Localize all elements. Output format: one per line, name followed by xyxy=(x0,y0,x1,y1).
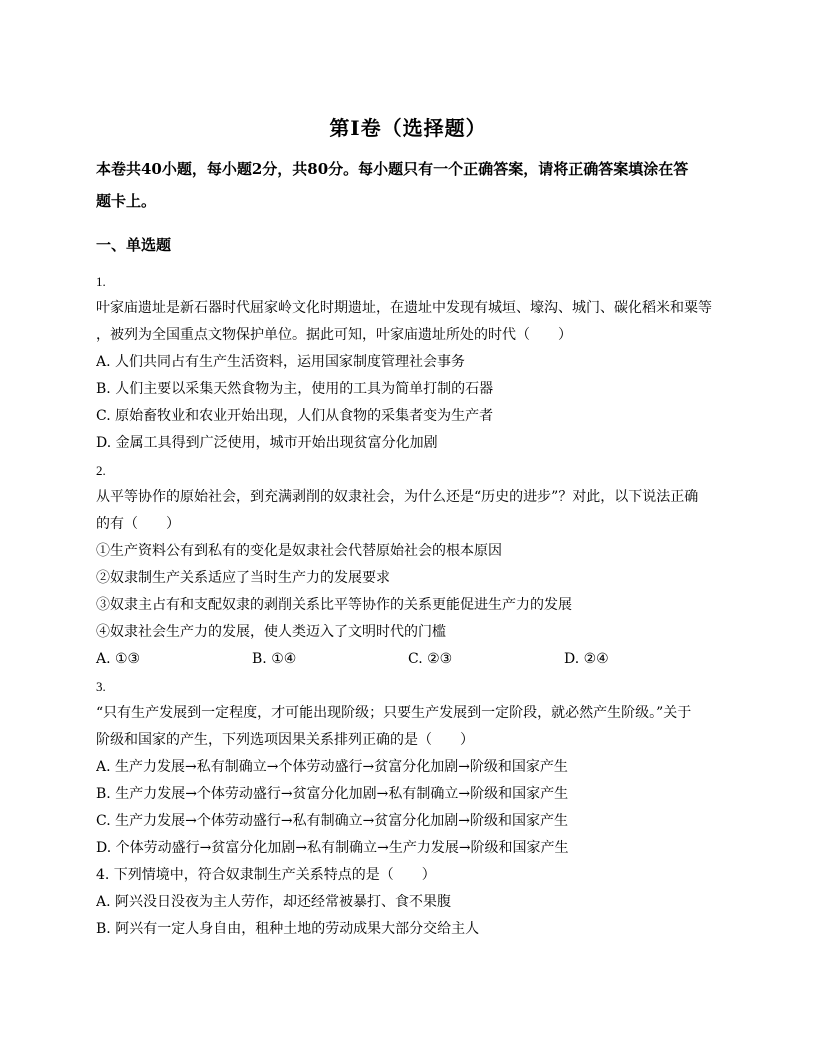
answer-option-d: D. 个体劳动盛行→贫富分化加剧→私有制确立→生产力发展→阶级和国家产生 xyxy=(96,840,569,856)
section-heading: 一、单选题 xyxy=(96,236,172,254)
answer-option-d: D. ②④ xyxy=(564,651,609,667)
question-number: 1. xyxy=(96,274,106,289)
question-1 xyxy=(96,268,720,457)
question-4 xyxy=(96,862,720,943)
answer-option-b: B. 人们主要以采集天然食物为主，使用的工具为简单打制的石器 xyxy=(96,381,494,397)
question-stem-line: 4. 下列情境中，符合奴隶制生产关系特点的是（ ） xyxy=(96,867,436,883)
question-3 xyxy=(96,673,720,862)
answer-option-a: A. ①③ xyxy=(96,651,141,667)
statement-1: ①生产资料公有到私有的变化是奴隶社会代替原始社会的根本原因 xyxy=(96,543,502,559)
question-number: 3. xyxy=(96,679,106,694)
answer-option-a: A. 生产力发展→私有制确立→个体劳动盛行→贫富分化加剧→阶级和国家产生 xyxy=(96,759,568,775)
instructions-line: 本卷共40小题，每小题2分，共80分。每小题只有一个正确答案，请将正确答案填涂在答 xyxy=(96,160,689,178)
exam-instructions xyxy=(96,153,720,217)
answer-option-b: B. 阿兴有一定人身自由，租种土地的劳动成果大部分交给主人 xyxy=(96,921,480,937)
answer-option-b: B. 生产力发展→个体劳动盛行→贫富分化加剧→私有制确立→阶级和国家产生 xyxy=(96,786,569,802)
statement-4: ④奴隶社会生产力的发展，使人类迈入了文明时代的门槛 xyxy=(96,624,446,640)
answer-option-c: C. 原始畜牧业和农业开始出现，人们从食物的采集者变为生产者 xyxy=(96,408,494,424)
instructions-line: 题卡上。 xyxy=(96,192,157,210)
question-stem-line: 的有（ ） xyxy=(96,516,180,532)
question-stem-line: 从平等协作的原始社会，到充满剥削的奴隶社会，为什么还是“历史的进步”？对此，以下说法正确 xyxy=(96,489,699,505)
answer-option-a: A. 人们共同占有生产生活资料，运用国家制度管理社会事务 xyxy=(96,354,466,370)
answer-options-row xyxy=(96,646,720,673)
question-stem-line: 阶级和国家的产生，下列选项因果关系排列正确的是（ ） xyxy=(96,732,474,748)
statement-2: ②奴隶制生产关系适应了当时生产力的发展要求 xyxy=(96,570,390,586)
answer-option-c: C. ②③ xyxy=(408,651,453,667)
question-stem-line: ，被列为全国重点文物保护单位。据此可知，叶家庙遗址所处的时代（ ） xyxy=(96,327,572,343)
question-number: 2. xyxy=(96,463,106,478)
answer-option-c: C. 生产力发展→个体劳动盛行→私有制确立→贫富分化加剧→阶级和国家产生 xyxy=(96,813,569,829)
question-stem-line: “只有生产发展到一定程度，才可能出现阶级；只要生产发展到一定阶段，就必然产生阶级。”关于 xyxy=(96,705,692,721)
answer-option-b: B. ①④ xyxy=(252,651,297,667)
question-list xyxy=(96,268,720,943)
question-stem-line: 叶家庙遗址是新石器时代屈家岭文化时期遗址，在遗址中发现有城垣、壕沟、城门、碳化稻米和粟等 xyxy=(96,300,712,316)
answer-option-a: A. 阿兴没日没夜为主人劳作，却还经常被暴打、食不果腹 xyxy=(96,894,452,910)
question-2 xyxy=(96,457,720,673)
statement-3: ③奴隶主占有和支配奴隶的剥削关系比平等协作的关系更能促进生产力的发展 xyxy=(96,597,572,613)
answer-option-d: D. 金属工具得到广泛使用，城市开始出现贫富分化加剧 xyxy=(96,435,438,451)
exam-title: 第Ⅰ卷（选择题） xyxy=(329,116,487,140)
